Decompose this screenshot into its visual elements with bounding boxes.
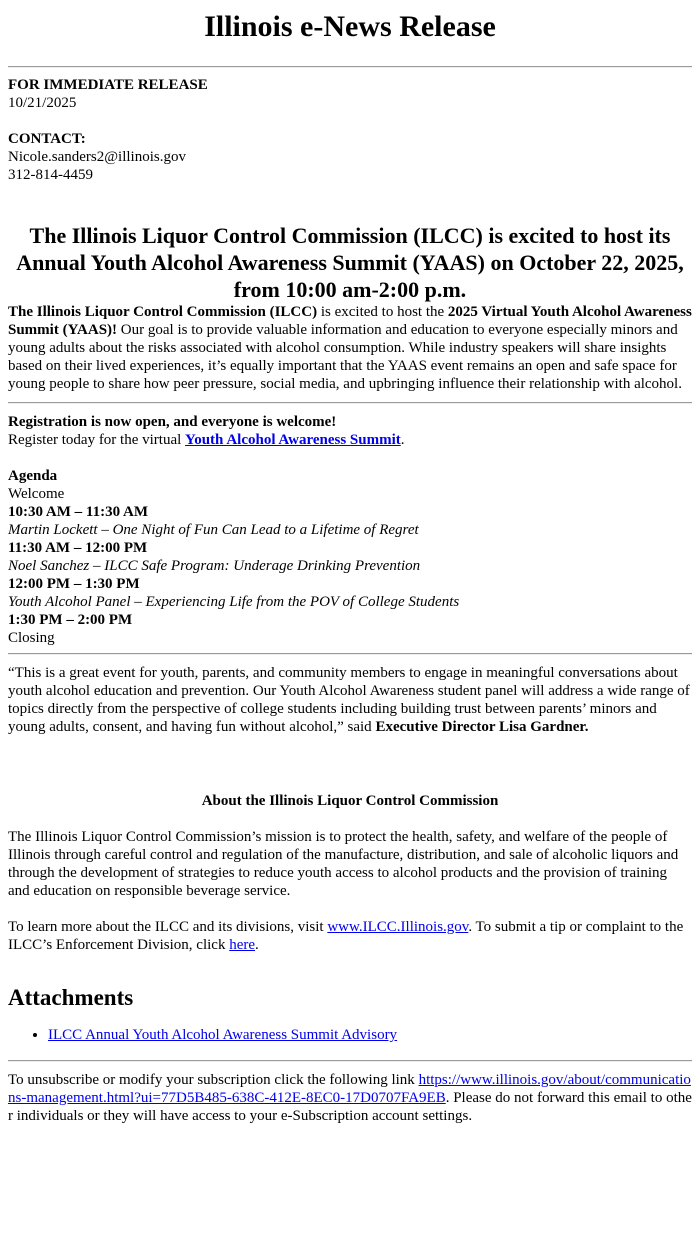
agenda-description: Closing bbox=[8, 630, 55, 646]
tip-here-link[interactable]: here bbox=[229, 937, 256, 953]
unsubscribe-footer: To unsubscribe or modify your subscription click the following link https://www.illinois.gov/about/communications-management.html?ui=77D5B485-638C-412E-8EC0-17D0707FA9EB. Please do not forward this email to other individuals or they will have access to your e-Subscription account settings. bbox=[8, 1072, 692, 1124]
ilcc-website-link[interactable]: www.ILCC.Illinois.gov bbox=[327, 919, 469, 935]
about-heading: About the Illinois Liquor Control Commission bbox=[201, 793, 499, 809]
attachment-item bbox=[48, 1026, 692, 1044]
contact-phone: 312-814-4459 bbox=[8, 167, 93, 183]
release-date: 10/21/2025 bbox=[8, 95, 77, 111]
agenda-time: 12:00 PM – 1:30 PM bbox=[8, 576, 140, 592]
agenda-description: Martin Lockett – One Night of Fun Can Lead to a Lifetime of Regret bbox=[8, 522, 419, 538]
release-label: FOR IMMEDIATE RELEASE bbox=[8, 77, 208, 93]
about-mission: The Illinois Liquor Control Commission’s mission is to protect the health, safety, and welfare of the people of Illinois through careful control and regulation of the manufacture, distribution, and sale of alcoholic liquors and through the development of strategies to reduce youth access to alcohol products and the provision of training and education on responsible beverage service. bbox=[8, 829, 679, 899]
quote-paragraph bbox=[8, 664, 692, 736]
registration-heading: Registration is now open, and everyone is welcome! bbox=[8, 414, 337, 430]
agenda-description: Noel Sanchez – ILCC Safe Program: Underage Drinking Prevention bbox=[8, 558, 421, 574]
registration-line: Register today for the virtual Youth Alcohol Awareness Summit. bbox=[8, 432, 405, 448]
agenda-description: Youth Alcohol Panel – Experiencing Life from the POV of College Students bbox=[8, 594, 460, 610]
agenda-time: 10:30 AM – 11:30 AM bbox=[8, 504, 148, 520]
attachments-list bbox=[8, 1026, 692, 1044]
contact-email: Nicole.sanders2@illinois.gov bbox=[8, 149, 186, 165]
intro-text1: is excited to host the bbox=[317, 304, 448, 320]
about-learn-more: To learn more about the ILCC and its divisions, visit www.ILCC.Illinois.gov. To submit a tip or complaint to the ILCC’s Enforcement Division, click here. bbox=[8, 919, 684, 953]
agenda-list bbox=[8, 503, 692, 647]
agenda-time: 1:30 PM – 2:00 PM bbox=[8, 612, 133, 628]
summit-registration-link[interactable]: Youth Alcohol Awareness Summit bbox=[185, 432, 401, 448]
agenda-heading: Agenda bbox=[8, 468, 58, 484]
headline: The Illinois Liquor Control Commission (ILCC) is excited to host its Annual Youth Alcohol Awareness Summit (YAAS) on October 22, 2025, from 10:00 am-2:00 p.m. bbox=[16, 223, 684, 302]
contact-label: CONTACT: bbox=[8, 131, 86, 147]
release-info bbox=[8, 76, 692, 184]
intro-text2: Our goal is to provide valuable information and education to everyone especially minors and young adults about the risks associated with alcohol consumption. While industry speakers will share insights based on their lived experiences, it’s equally important that the YAAS event remains an open and safe space for young people to share how peer pressure, social media, and upbringing influence their relationship with alcohol. bbox=[8, 322, 682, 392]
intro-bold-event: 2025 Virtual Youth Alcohol Awareness Summit (YAAS)! bbox=[8, 304, 692, 338]
agenda-time: 11:30 AM – 12:00 PM bbox=[8, 540, 148, 556]
attachments-heading: Attachments bbox=[8, 985, 134, 1010]
subscription-management-link[interactable]: https://www.illinois.gov/about/communications-management.html?ui=77D5B485-638C-412E-8EC0-17D0707FA9EB bbox=[8, 1072, 691, 1106]
intro-paragraph bbox=[8, 303, 692, 393]
masthead-title: Illinois e-News Release bbox=[204, 10, 496, 43]
quote-text: “This is a great event for youth, parents, and community members to engage in meaningful conversations about youth alcohol education and prevention. Our Youth Alcohol Awareness student panel will address a wide range of topics directly from the perspective of college students including building trust between parents’ minors and young adults, consent, and having fun without alcohol,” said bbox=[8, 665, 690, 735]
attachment-link[interactable]: ILCC Annual Youth Alcohol Awareness Summit Advisory bbox=[48, 1027, 398, 1043]
agenda-welcome: Welcome bbox=[8, 486, 65, 502]
intro-bold-lead: The Illinois Liquor Control Commission (ILCC) bbox=[8, 304, 318, 320]
agenda-section bbox=[8, 467, 692, 647]
divider bbox=[8, 66, 692, 68]
registration-text-before: Register today for the virtual bbox=[8, 432, 186, 448]
registration-section bbox=[8, 413, 692, 449]
quote-attribution: Executive Director Lisa Gardner. bbox=[375, 719, 589, 735]
